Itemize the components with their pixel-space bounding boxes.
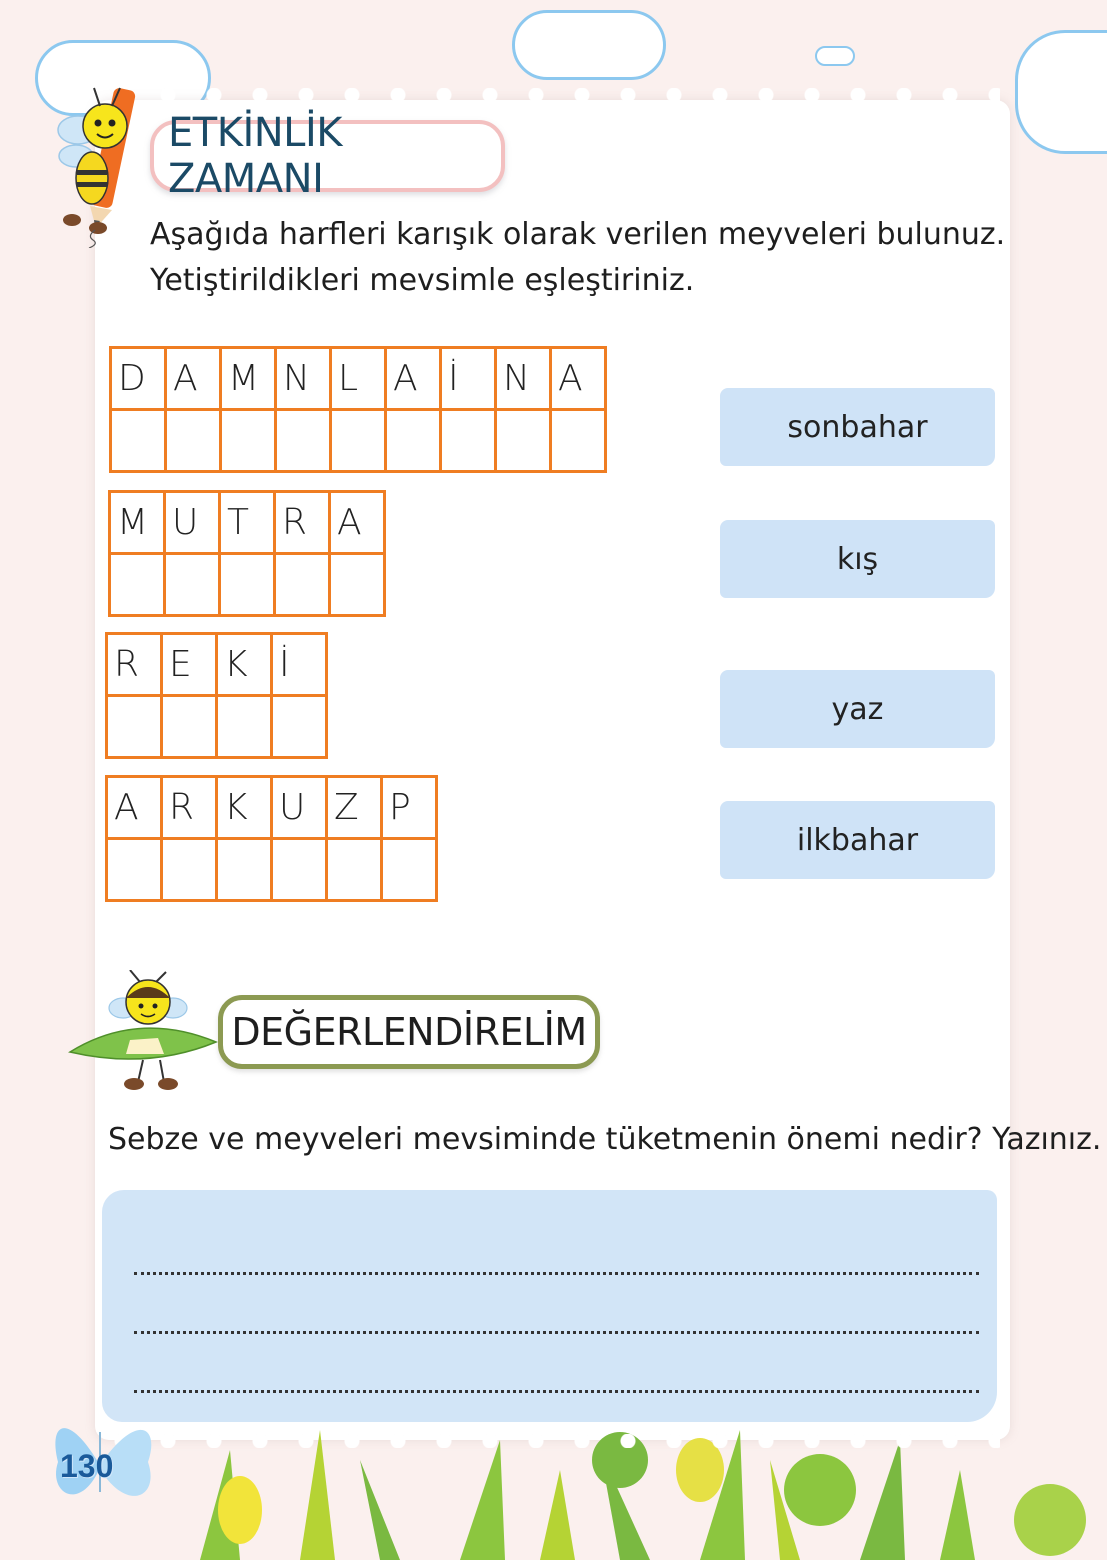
answer-cell[interactable] bbox=[496, 410, 551, 472]
instruction-line: Yetiştirildikleri mevsimle eşleştiriniz. bbox=[150, 263, 695, 298]
answer-line[interactable] bbox=[134, 1390, 979, 1393]
letter-cell: N bbox=[276, 348, 331, 410]
letter-cell: U bbox=[165, 492, 220, 554]
scrambled-letters-row bbox=[111, 348, 606, 410]
page-number: 130 bbox=[60, 1448, 114, 1484]
letter-cell: M bbox=[221, 348, 276, 410]
answer-cell[interactable] bbox=[166, 410, 221, 472]
answer-cell[interactable] bbox=[327, 839, 382, 901]
activity-title: ETKİNLİK ZAMANI bbox=[168, 110, 342, 202]
season-box-sonbahar[interactable]: sonbahar bbox=[720, 388, 995, 466]
answer-cell[interactable] bbox=[272, 839, 327, 901]
letter-cell: L bbox=[331, 348, 386, 410]
word-grid-4 bbox=[105, 775, 438, 902]
scrambled-letters-row bbox=[110, 492, 385, 554]
answer-cell[interactable] bbox=[221, 410, 276, 472]
scalloped-edge-top bbox=[110, 88, 1000, 102]
season-box-yaz[interactable]: yaz bbox=[720, 670, 995, 748]
clover-icon bbox=[784, 1454, 856, 1526]
answer-cell[interactable] bbox=[107, 696, 162, 758]
word-grid-3 bbox=[105, 632, 328, 759]
instructions bbox=[150, 212, 1005, 304]
letter-cell: M bbox=[110, 492, 165, 554]
answer-cell[interactable] bbox=[276, 410, 331, 472]
letter-cell: R bbox=[162, 777, 217, 839]
answer-cell[interactable] bbox=[107, 839, 162, 901]
letter-cell: T bbox=[220, 492, 275, 554]
answer-row bbox=[107, 839, 437, 901]
answer-cell[interactable] bbox=[165, 554, 220, 616]
answer-cell[interactable] bbox=[162, 839, 217, 901]
cloud-icon bbox=[1015, 30, 1107, 154]
evaluation-question: Sebze ve meyveleri mevsiminde tüketmenin önemi nedir? Yazınız. bbox=[108, 1122, 1102, 1157]
letter-cell: Z bbox=[327, 777, 382, 839]
letter-cell: P bbox=[382, 777, 437, 839]
letter-cell: A bbox=[107, 777, 162, 839]
answer-cell[interactable] bbox=[382, 839, 437, 901]
cloud-icon bbox=[512, 10, 666, 80]
answer-cell[interactable] bbox=[217, 839, 272, 901]
evaluation-title-badge bbox=[218, 995, 600, 1069]
bee-on-leaf-writing-icon bbox=[68, 970, 218, 1095]
letter-cell: N bbox=[496, 348, 551, 410]
answer-cell[interactable] bbox=[162, 696, 217, 758]
letter-cell: K bbox=[217, 777, 272, 839]
answer-cell[interactable] bbox=[386, 410, 441, 472]
scrambled-letters-row bbox=[107, 777, 437, 839]
answer-cell[interactable] bbox=[217, 696, 272, 758]
answer-line[interactable] bbox=[134, 1272, 979, 1275]
answer-cell[interactable] bbox=[220, 554, 275, 616]
answer-cell[interactable] bbox=[330, 554, 385, 616]
tulip-icon bbox=[218, 1476, 262, 1544]
grass-icon bbox=[0, 1430, 1107, 1560]
letter-cell: A bbox=[166, 348, 221, 410]
answer-cell[interactable] bbox=[551, 410, 606, 472]
letter-cell: A bbox=[386, 348, 441, 410]
letter-cell: R bbox=[275, 492, 330, 554]
evaluation-title: DEĞERLENDİRELİM bbox=[231, 1010, 587, 1054]
answer-cell[interactable] bbox=[441, 410, 496, 472]
answer-cell[interactable] bbox=[275, 554, 330, 616]
letter-cell: D bbox=[111, 348, 166, 410]
answer-cell[interactable] bbox=[331, 410, 386, 472]
letter-cell: U bbox=[272, 777, 327, 839]
word-grid-2 bbox=[108, 490, 386, 617]
answer-row bbox=[110, 554, 385, 616]
instruction-line: Aşağıda harfleri karışık olarak verilen meyveleri bulunuz. bbox=[150, 217, 1006, 252]
letter-cell: İ bbox=[441, 348, 496, 410]
cloud-icon bbox=[815, 46, 855, 66]
activity-title-badge bbox=[150, 110, 505, 202]
letter-cell: K bbox=[217, 634, 272, 696]
answer-writing-area[interactable] bbox=[102, 1190, 997, 1422]
answer-row bbox=[107, 696, 327, 758]
answer-cell[interactable] bbox=[111, 410, 166, 472]
word-grid-1 bbox=[109, 346, 607, 473]
season-box-ilkbahar[interactable]: ilkbahar bbox=[720, 801, 995, 879]
letter-cell: R bbox=[107, 634, 162, 696]
season-box-kis[interactable]: kış bbox=[720, 520, 995, 598]
bee-with-pencil-icon bbox=[50, 78, 160, 248]
letter-cell: A bbox=[330, 492, 385, 554]
answer-row bbox=[111, 410, 606, 472]
answer-line[interactable] bbox=[134, 1331, 979, 1334]
letter-cell: İ bbox=[272, 634, 327, 696]
letter-cell: A bbox=[551, 348, 606, 410]
letter-cell: E bbox=[162, 634, 217, 696]
answer-cell[interactable] bbox=[110, 554, 165, 616]
answer-cell[interactable] bbox=[272, 696, 327, 758]
scalloped-edge-bottom bbox=[110, 1434, 1000, 1448]
scrambled-letters-row bbox=[107, 634, 327, 696]
